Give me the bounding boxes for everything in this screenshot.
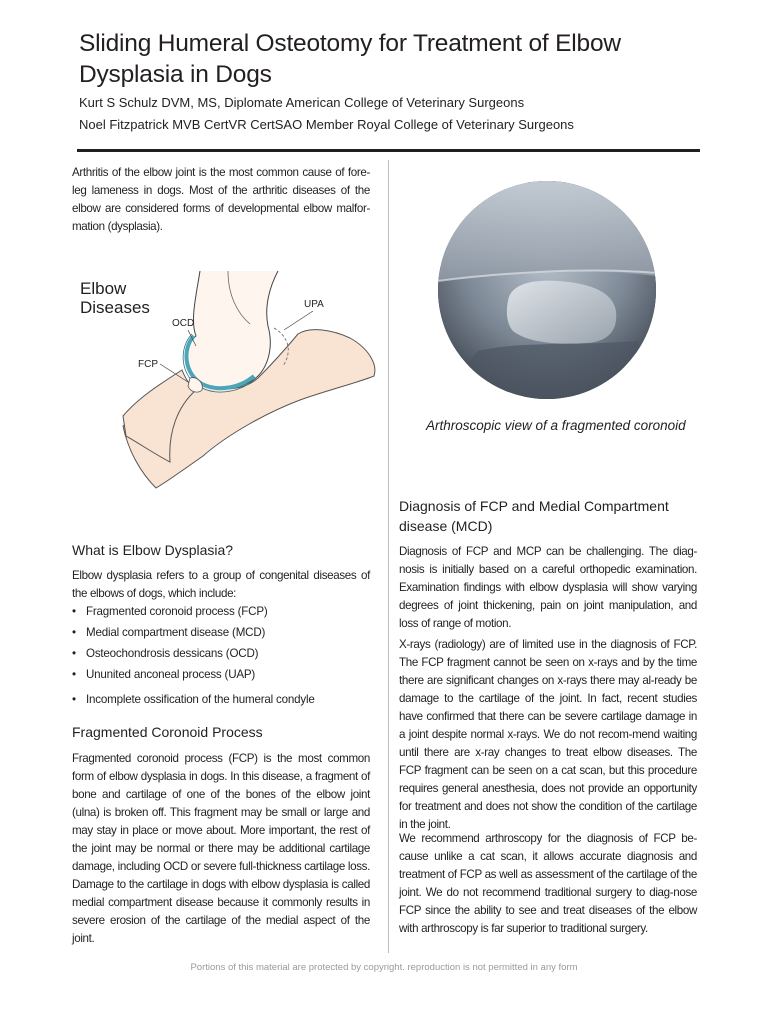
what-is-heading: What is Elbow Dysplasia? [72,542,234,558]
document-title: Sliding Humeral Osteotomy for Treatment of Elbow Dysplasia in Dogs [79,30,621,88]
elbow-diagram-illustration [78,266,383,496]
leader-upa [284,311,313,330]
list-item [72,645,372,666]
label-upa: UPA [304,299,324,310]
copyright-footer: Portions of this material are protected by copyright. reproduction is not permitted in any form [190,962,578,973]
bullet-dot: • [72,626,76,639]
diagnosis-paragraph-2: X-rays (radiology) are of limited use in the diagnosis of FCP. The FCP fragment cannot be seen on x-rays and by the time there are significant changes on x-rays there may al-ready be damage to the cartilage of the joint. In fact, recent studies have confirmed that there can be severe cartilage damage in a joint despite normal x-rays. We do not recom-mend waiting until there are x-ray changes to treat elbow diseases. The FCP fragment can be seen on a cat scan, but this procedure requires general anesthesia, does not provide an opportunity for treatment and does not show the condition of the cartilage in the joint. [399,638,697,831]
intro-paragraph: Arthritis of the elbow joint is the most common cause of fore-leg lameness in dogs. Most of the arthritic diseases of the elbow are considered forms of developmental elbow malfor-mation (dysplasia). [72,166,370,233]
list-item [72,691,372,712]
diagnosis-paragraph-1: Diagnosis of FCP and MCP can be challenging. The diag-nosis is initially based on a careful orthopedic examination. Examination findings with elbow dysplasia will show varying degrees of joint thickening, pain on joint manipulation, and loss of range of motion. [399,545,697,630]
diagnosis-paragraph-3: We recommend arthroscopy for the diagnosis of FCP be-cause unlike a cat scan, it allows accurate diagnosis and treatment of FCP as well as assessment of the cartilage of the joint. We do not recommend traditional surgery to diag-nose FCP since the ability to see and treat diseases of the elbow with arthroscopy is far superior to traditional surgery. [399,832,697,935]
bullet-dot: • [72,647,76,660]
list-item-text: Fragmented coronoid process (FCP) [86,605,268,618]
list-item-text: Medial compartment disease (MCD) [86,626,266,639]
author-line-1: Kurt S Schulz DVM, MS, Diplomate American College of Veterinary Surgeons [79,95,525,110]
what-is-paragraph: Elbow dysplasia refers to a group of congenital diseases of the elbows of dogs, which include: [72,569,370,600]
arthroscopic-photo [438,181,656,399]
bullet-dot: • [72,693,76,706]
diagram-title-line-2: Diseases [80,298,150,317]
dysplasia-list [72,603,372,712]
elbow-diseases-diagram [78,266,383,496]
fcp-paragraph: Fragmented coronoid process (FCP) is the most common form of elbow dysplasia in dogs. In this disease, a fragment of bone and cartilage of one of the bones of the elbow joint (ulna) is broken off. This fragment may be small or large and may stay in place or move about. More important, the rest of the joint may be normal or there may be additional cartilage damage, including OCD or severe full-thickness cartilage loss. Damage to the cartilage in dogs with elbow dysplasia is called medial compartment disease because it commonly results in severe erosion of the cartilage of the medial aspect of the joint. [72,752,370,945]
list-item-text: Ununited anconeal process (UAP) [86,668,256,681]
fcp-heading: Fragmented Coronoid Process [72,724,263,740]
list-item [72,624,372,645]
bullet-dot: • [72,668,76,681]
list-item [72,603,372,624]
photo-caption: Arthroscopic view of a fragmented coronoid [426,418,686,433]
column-divider [388,160,389,953]
header-rule [77,149,700,152]
label-ocd: OCD [172,318,195,329]
diagram-title-line-1: Elbow [80,279,127,298]
author-line-2: Noel Fitzpatrick MVB CertVR CertSAO Member Royal College of Veterinary Surgeons [79,117,574,132]
bullet-dot: • [72,605,76,618]
list-item [72,666,372,687]
label-fcp: FCP [138,359,158,370]
list-item-text: Incomplete ossification of the humeral condyle [86,693,315,706]
humerus-bone [186,271,278,388]
arthroscopic-image [438,181,656,399]
diagnosis-heading: Diagnosis of FCP and Medial Compartment disease (MCD) [399,498,669,534]
list-item-text: Osteochondrosis dessicans (OCD) [86,647,259,660]
